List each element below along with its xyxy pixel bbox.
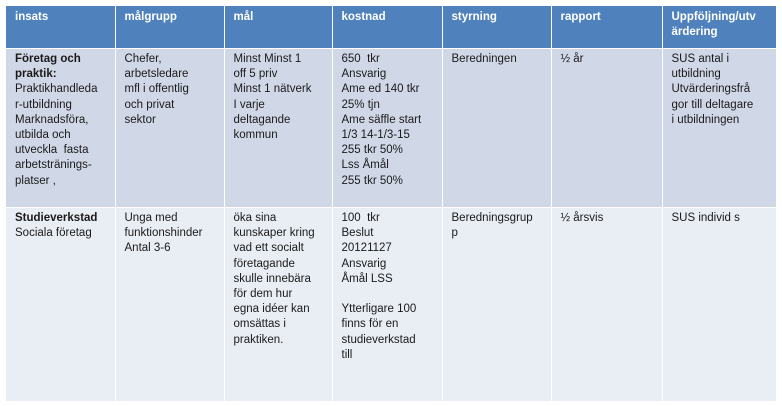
cell-line: Beredningen — [451, 53, 517, 65]
cell-line: finns för en — [341, 318, 399, 331]
cell-line: deltagande — [233, 113, 291, 126]
document-page — [6, 6, 776, 400]
cell-malgrupp — [115, 208, 224, 402]
cell-line: Lss Åmål — [341, 159, 389, 172]
cell-line: Sociala företag — [15, 227, 92, 240]
cell-line: öka sina — [233, 212, 277, 224]
cell-line: och privat — [124, 98, 175, 111]
cell-kostnad — [332, 208, 442, 402]
cell-line: arbetstränings- — [15, 159, 92, 172]
cell-line: gor till deltagare — [671, 98, 754, 111]
cell-line: 255 tkr 50% — [341, 144, 403, 157]
header-malgrupp: målgrupp — [115, 6, 224, 49]
cell-line: funktionshinder — [124, 227, 203, 240]
cell-line: p — [451, 227, 458, 240]
header-uppfoljning-line: Uppföljning/utv — [671, 11, 756, 23]
cell-line: Företag och — [15, 53, 81, 65]
cell-line: 650 tkr — [341, 53, 380, 65]
cell-line: 20121127 — [341, 242, 392, 255]
cell-line: Ame ed 140 tkr — [341, 83, 420, 96]
header-row — [6, 6, 776, 49]
cell-uppfoljning — [662, 208, 776, 402]
cell-line: utveckla fasta — [15, 144, 89, 157]
cell-kostnad — [332, 49, 442, 208]
cell-line: Minst 1 nätverk — [233, 83, 312, 96]
cell-line: till — [341, 348, 353, 361]
cell-line: studieverkstad — [341, 333, 416, 346]
cell-line: off 5 priv — [233, 68, 278, 81]
cell-line: Ansvarig — [341, 68, 387, 81]
header-styrning: styrning — [442, 6, 551, 49]
cell-mal — [224, 208, 332, 402]
cell-line: omsättas i — [233, 318, 286, 331]
cell-uppfoljning — [662, 49, 776, 208]
cell-line: Antal 3-6 — [124, 242, 171, 255]
header-mal: mål — [224, 6, 332, 49]
header-uppfoljning — [662, 6, 776, 49]
cell-line: I varje — [233, 98, 265, 111]
cell-line: i utbildningen — [671, 113, 740, 126]
cell-line: r-utbildning — [15, 98, 72, 111]
cell-line: Ame säffle start — [341, 113, 422, 126]
cell-insats — [6, 49, 115, 208]
cell-line: utbilda och — [15, 129, 71, 142]
cell-line: ½ årsvis — [560, 212, 604, 224]
cell-line: företagande — [233, 257, 295, 270]
cell-line: sektor — [124, 113, 156, 126]
cell-line: ½ år — [560, 53, 584, 65]
cell-line — [342, 287, 438, 302]
cell-line: Åmål LSS — [341, 272, 393, 285]
cell-line: 100 tkr — [341, 212, 380, 224]
cell-line: SUS individ s — [671, 212, 740, 224]
cell-line: Praktikhandleda — [15, 83, 98, 96]
cell-styrning — [442, 208, 551, 402]
cell-line: Ansvarig — [341, 257, 387, 270]
cell-line: SUS antal i — [671, 53, 730, 65]
table-row — [6, 208, 776, 402]
cell-line: praktik: — [15, 68, 57, 81]
cell-insats — [6, 208, 115, 402]
header-uppfoljning-line: ärdering — [671, 26, 718, 39]
cell-line: skulle innebära — [233, 272, 311, 285]
table-row — [6, 49, 776, 208]
cell-line: praktiken. — [233, 333, 284, 346]
cell-line: Marknadsföra, — [15, 113, 89, 126]
cell-rapport — [551, 49, 662, 208]
header-kostnad: kostnad — [332, 6, 442, 49]
cell-line: 255 tkr 50% — [341, 174, 403, 187]
cell-line: 1/3 14-1/3-15 — [341, 129, 410, 142]
cell-line: Chefer, — [124, 53, 162, 65]
cell-line: vad ett socialt — [233, 242, 304, 255]
cell-styrning — [442, 49, 551, 208]
cell-line: Minst Minst 1 — [233, 53, 302, 65]
cell-line: Unga med — [124, 212, 178, 224]
cell-mal — [224, 49, 332, 208]
plan-table — [6, 6, 776, 401]
cell-line: kunskaper kring — [233, 227, 315, 240]
cell-line: egna idéer kan — [233, 303, 310, 316]
cell-line: utbildning — [671, 68, 721, 81]
cell-line: Ytterligare 100 — [341, 303, 417, 316]
cell-line: mfl i offentlig — [124, 83, 189, 96]
cell-line: arbetsledare — [124, 68, 189, 81]
cell-line: för dem hur — [233, 288, 293, 301]
cell-line: Beredningsgrup — [451, 212, 533, 224]
cell-line: kommun — [233, 129, 278, 142]
cell-rapport — [551, 208, 662, 402]
header-insats: insats — [6, 6, 115, 49]
cell-line: Beslut — [341, 227, 374, 240]
cell-line: platser , — [15, 174, 56, 187]
cell-line: 25% tjn — [341, 98, 380, 111]
cell-line: Utvärderingsfrå — [671, 83, 751, 96]
header-rapport: rapport — [551, 6, 662, 49]
cell-line: Studieverkstad — [15, 212, 98, 224]
cell-malgrupp — [115, 49, 224, 208]
